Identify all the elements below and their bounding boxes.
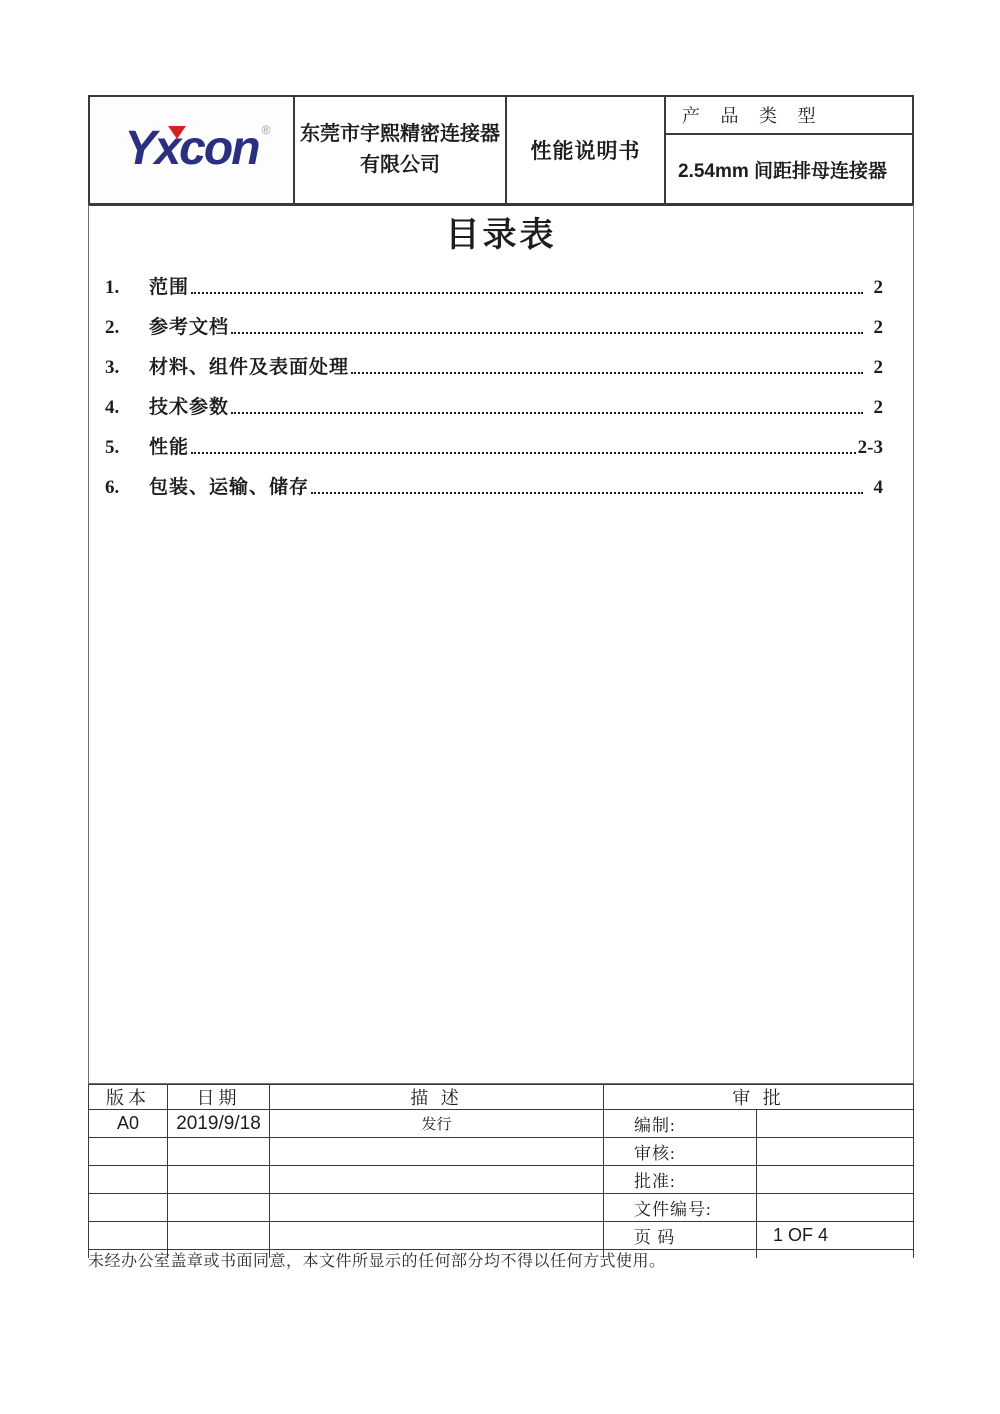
toc-leader-dots (191, 451, 856, 454)
rev-approval-value (756, 1137, 913, 1165)
rev-approval-label-page-number: 页 码 (603, 1221, 756, 1249)
toc-item-page: 2 (873, 357, 883, 378)
rev-header-approval: 审 批 (603, 1085, 913, 1109)
toc-item-label: 材料、组件及表面处理 (149, 357, 350, 378)
toc-item-number: 2. (105, 317, 120, 338)
toc-item-performance (95, 419, 883, 459)
rev-version: A0 (89, 1109, 167, 1137)
toc-item-label: 技术参数 (149, 397, 230, 418)
toc-leader-dots (231, 331, 863, 334)
rev-description (269, 1165, 603, 1193)
toc-item-label: 范围 (149, 277, 190, 298)
logo-triangle-icon (168, 126, 186, 139)
rev-date: 2019/9/18 (167, 1109, 269, 1137)
rev-approval-value (756, 1193, 913, 1221)
revision-table (88, 1084, 914, 1258)
toc-item-label: 参考文档 (149, 317, 230, 338)
logo-text: Yxcon (124, 121, 259, 175)
rev-description (269, 1221, 603, 1249)
rev-date (167, 1137, 269, 1165)
rev-approval-label-reviewed: 审核: (603, 1137, 756, 1165)
toc-section (88, 204, 914, 1084)
toc-item-scope (95, 259, 883, 299)
rev-approval-label-file-number: 文件编号: (603, 1193, 756, 1221)
toc-item-page: 2 (873, 397, 883, 418)
toc-item-number: 6. (105, 477, 120, 498)
toc-item-number: 4. (105, 397, 120, 418)
rev-date (167, 1193, 269, 1221)
toc-item-page: 2-3 (857, 437, 883, 458)
rev-page-number-value: 1 OF 4 (756, 1221, 913, 1249)
rev-approval-label-prepared: 编制: (603, 1109, 756, 1137)
toc-leader-dots (351, 371, 863, 374)
logo-registered-mark: ® (261, 122, 271, 137)
toc-item-page: 4 (873, 477, 883, 498)
rev-approval-value (756, 1165, 913, 1193)
company-name-line2: 有限公司 (360, 154, 440, 176)
company-logo (90, 97, 293, 203)
toc-list (89, 259, 913, 499)
product-type-value: 2.54mm 间距排母连接器 (678, 160, 888, 182)
toc-item-page: 2 (873, 277, 883, 298)
company-name-cell (293, 97, 505, 203)
toc-item-references (95, 299, 883, 339)
product-type-label: 产 品 类 型 (666, 97, 912, 135)
rev-description (269, 1137, 603, 1165)
toc-leader-dots (311, 491, 863, 494)
rev-version (89, 1221, 167, 1249)
rev-version (89, 1137, 167, 1165)
toc-item-label: 性能 (149, 437, 190, 458)
document-type-cell: 性能说明书 (505, 97, 664, 203)
toc-title: 目录表 (445, 217, 557, 254)
logo-wrap (124, 121, 271, 176)
rev-header-description: 描 述 (269, 1085, 603, 1109)
rev-approval-value (756, 1109, 913, 1137)
rev-header-version: 版本 (106, 1088, 150, 1108)
rev-description (269, 1193, 603, 1221)
rev-approval-label-approved: 批准: (603, 1165, 756, 1193)
toc-item-number: 1. (105, 277, 120, 298)
header-table (88, 95, 914, 205)
footer-confidentiality-note: 未经办公室盖章或书面同意，本文件所显示的任何部分均不得以任何方式使用。 (88, 1253, 666, 1270)
toc-item-number: 5. (105, 437, 120, 458)
toc-leader-dots (231, 411, 863, 414)
company-name-line1: 东莞市宇熙精密连接器 (300, 123, 500, 145)
toc-item-page: 2 (873, 317, 883, 338)
toc-item-packaging (95, 459, 883, 499)
rev-header-date: 日期 (167, 1085, 269, 1109)
toc-item-number: 3. (105, 357, 120, 378)
rev-date (167, 1221, 269, 1249)
toc-item-technical-parameters (95, 379, 883, 419)
toc-leader-dots (191, 291, 863, 294)
toc-item-materials (95, 339, 883, 379)
toc-item-label: 包装、运输、储存 (149, 477, 310, 498)
rev-version (89, 1165, 167, 1193)
rev-date (167, 1165, 269, 1193)
rev-version (89, 1193, 167, 1221)
rev-description: 发行 (269, 1109, 603, 1137)
product-type-cell (664, 97, 912, 203)
